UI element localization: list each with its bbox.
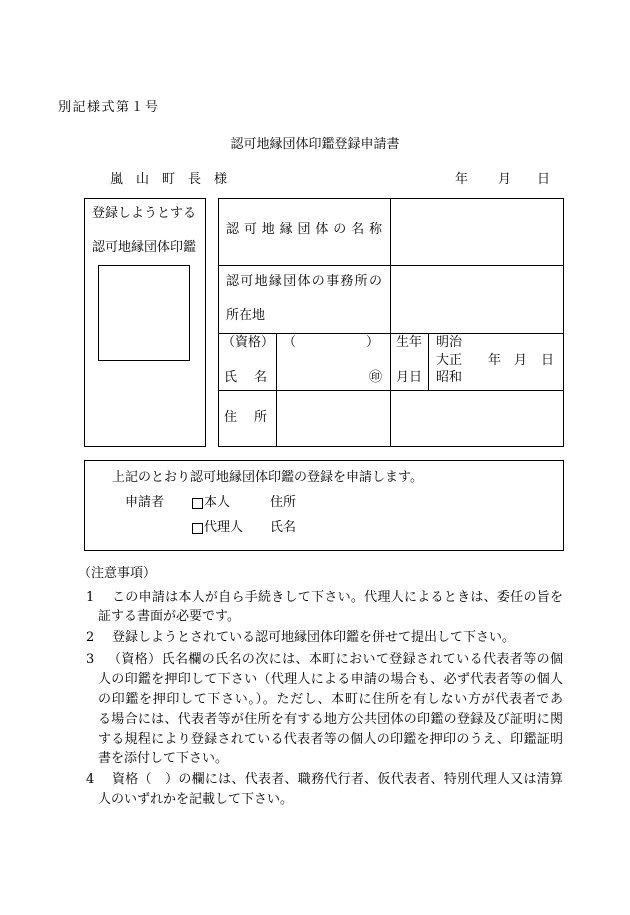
note-number: 4 (86, 772, 95, 787)
office-address-field[interactable] (391, 266, 562, 333)
birth-day-label: 日 (541, 353, 555, 368)
office-label-line1: 認可地縁団体の事務所の (226, 274, 382, 289)
note-number: 3 (86, 652, 95, 667)
notes-heading: （注意事項） (78, 566, 157, 581)
addressee: 嵐 山 町 長 様 (110, 172, 228, 187)
person-name-label: 氏 名 (224, 370, 270, 385)
era-showa: 昭和 (436, 370, 463, 385)
note-line: この申請は本人が自ら手続きして下さい。代理人によるときは、委任の旨を (112, 590, 563, 605)
qualification-label: （資格） (222, 335, 275, 350)
seal-box-label-line2: 認可地縁団体印鑑 (92, 240, 196, 255)
application-statement: 上記のとおり認可地縁団体印鑑の登録を申請します。 (112, 470, 423, 485)
birth-label-line1: 生年 (396, 335, 423, 350)
note-line: 人の印鑑を押印して下さい（代理人による申請の場合も、必ず代表者等の個人 (98, 672, 563, 687)
note-line: る場合には、代表者等が住所を有する地方公共団体の印鑑の登録及び証明に関 (98, 712, 563, 727)
organization-name-label: 認可地縁団体の名称 (226, 222, 382, 237)
note-line: 書を添付して下さい。 (98, 751, 229, 766)
qualification-paren-close: ） (366, 335, 380, 350)
note-line: する規程により登録されている代表者等の個人の印鑑を押印のうえ、印鑑証明 (98, 732, 563, 747)
applicant-name-label: 氏名 (270, 520, 297, 535)
birth-label-line2: 月日 (396, 370, 423, 385)
era-taisho: 大正 (436, 353, 463, 368)
form-title: 認可地縁団体印鑑登録申請書 (230, 137, 400, 152)
self-checkbox[interactable] (192, 498, 203, 509)
note-line: （資格）氏名欄の氏名の次には、本町において登録されている代表者等の個 (108, 652, 563, 667)
birth-month-label: 月 (514, 353, 528, 368)
representative-address-field[interactable] (277, 391, 562, 445)
applicant-label: 申請者 (125, 495, 165, 510)
note-line: 人のいずれかを記載して下さい。 (98, 792, 294, 807)
date-day-label: 日 (537, 172, 551, 187)
office-label-line2: 所在地 (226, 308, 266, 323)
era-meiji: 明治 (436, 335, 463, 350)
date-year-label: 年 (455, 172, 469, 187)
applicant-address-label: 住所 (270, 495, 297, 510)
seal-mark-icon: ㊞ (369, 370, 383, 385)
birth-year-label: 年 (488, 353, 502, 368)
note-line: 証する書面が必要です。 (98, 609, 240, 624)
agent-option-label: 代理人 (204, 520, 244, 535)
form-number: 別記様式第１号 (58, 100, 160, 115)
agent-checkbox[interactable] (192, 523, 203, 534)
date-month-label: 月 (498, 172, 512, 187)
note-line: 登録しようとされている認可地縁団体印鑑を併せて提出して下さい。 (112, 630, 516, 645)
seal-box-label-line1: 登録しようとする (92, 206, 196, 221)
qualification-paren-open: （ (283, 335, 297, 350)
self-option-label: 本人 (204, 495, 231, 510)
organization-name-field[interactable] (391, 199, 562, 265)
note-number: 1 (86, 590, 95, 605)
seal-impression-field[interactable] (98, 265, 190, 361)
note-line: の印鑑を押印して下さい。）。ただし、本町に住所を有しない方が代表者であ (98, 692, 563, 707)
note-number: 2 (86, 630, 95, 645)
address-label: 住 所 (224, 410, 270, 425)
note-line: 資格（ ）の欄には、代表者、職務代行者、仮代表者、特別代理人又は清算 (112, 772, 563, 787)
